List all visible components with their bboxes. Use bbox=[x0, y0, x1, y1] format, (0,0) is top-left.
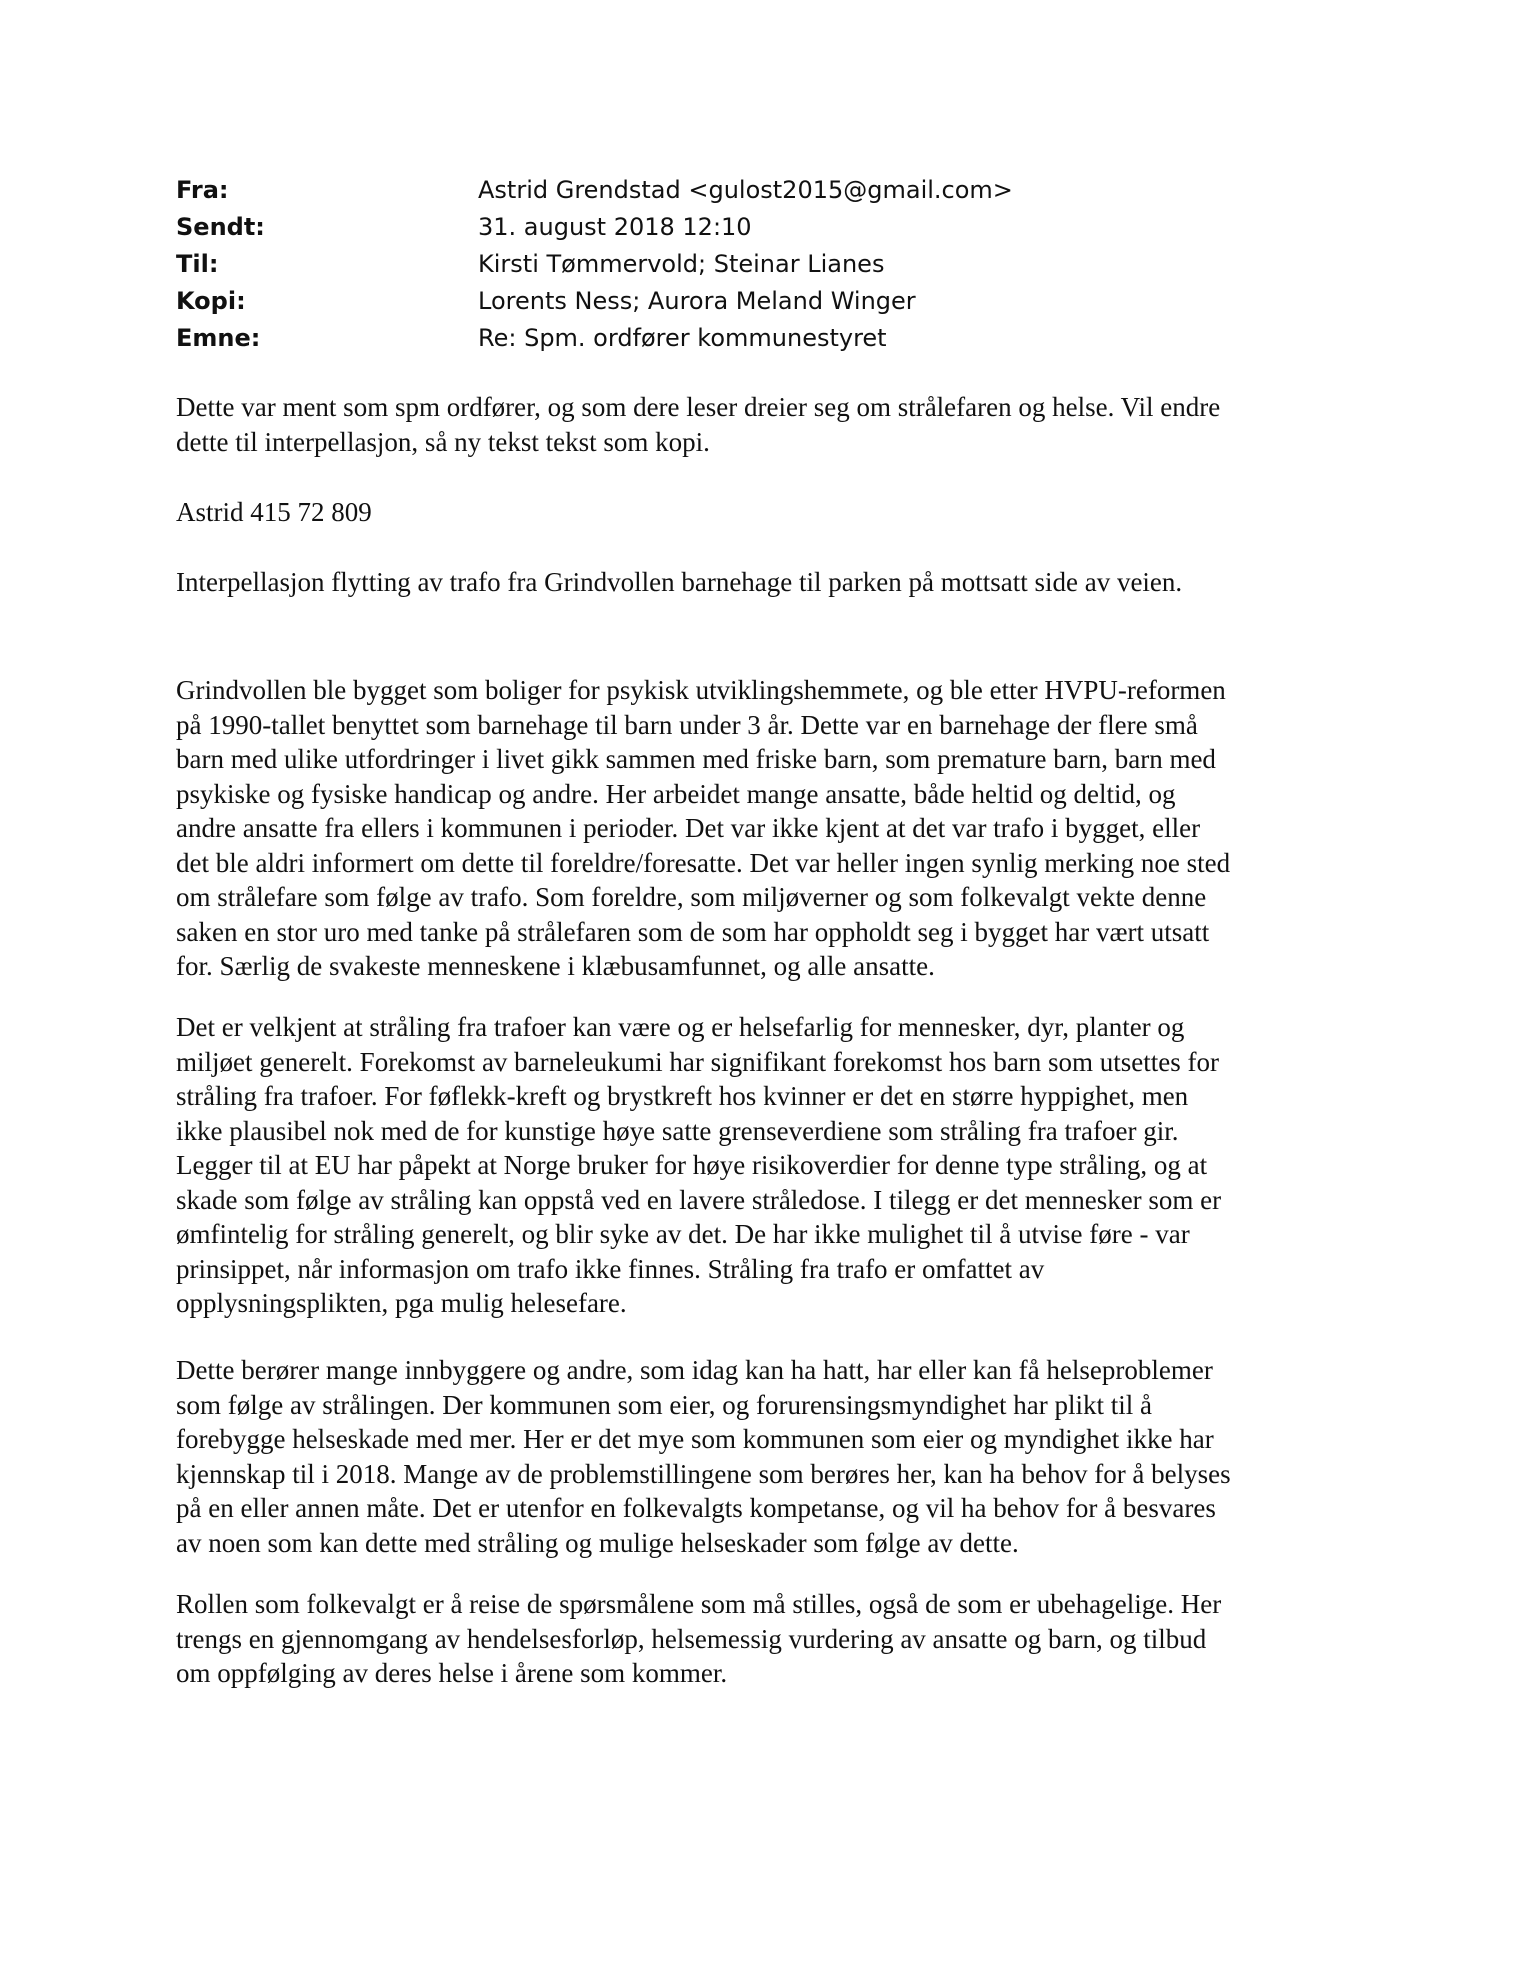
text-line: Det er velkjent at stråling fra trafoer kan være og er helsefarlig for mennesker, dyr, planter og bbox=[176, 1012, 1185, 1042]
to-label: Til: bbox=[176, 250, 219, 278]
text-line: det ble aldri informert om dette til foreldre/foresatte. Det var heller ingen synlig merking noe sted bbox=[176, 847, 1231, 878]
text-line: på 1990-tallet benyttet som barnehage til barn under 3 år. Dette var en barnehage der flere små bbox=[176, 709, 1198, 740]
cc-row bbox=[176, 283, 1376, 320]
paragraph-1 bbox=[176, 673, 1230, 984]
text-line: Dette var ment som spm ordfører, og som dere leser dreier seg om strålefaren og helse. Vil endre bbox=[176, 392, 1221, 422]
cc-value: Lorents Ness; Aurora Meland Winger bbox=[478, 287, 916, 315]
text-line: saken en stor uro med tanke på strålefaren som de som har oppholdt seg i bygget har vært utsatt bbox=[176, 916, 1210, 947]
text-line: dette til interpellasjon, så ny tekst tekst som kopi. bbox=[176, 426, 710, 457]
to-row bbox=[176, 246, 1376, 283]
text-line: kjennskap til i 2018. Mange av de problemstillingene som berøres her, kan ha behov for å belyses bbox=[176, 1458, 1231, 1489]
cc-label: Kopi: bbox=[176, 287, 246, 315]
sent-value: 31. august 2018 12:10 bbox=[478, 213, 752, 241]
paragraph-3 bbox=[176, 1353, 1231, 1560]
text-line: prinsippet, når informasjon om trafo ikke finnes. Stråling fra trafo er omfattet av bbox=[176, 1253, 1045, 1284]
text-line: som følge av strålingen. Der kommunen som eier, og forurensingsmyndighet har plikt til å bbox=[176, 1389, 1152, 1420]
text-line: Grindvollen ble bygget som boliger for psykisk utviklingshemmete, og ble etter HVPU-reformen bbox=[176, 675, 1226, 705]
from-row bbox=[176, 172, 1376, 209]
subject-value: Re: Spm. ordfører kommunestyret bbox=[478, 324, 887, 352]
text-line: om oppfølging av deres helse i årene som kommer. bbox=[176, 1658, 728, 1688]
from-value: Astrid Grendstad <gulost2015@gmail.com> bbox=[478, 176, 1013, 204]
text-line: ikke plausibel nok med de for kunstige høye satte grenseverdiene som stråling fra trafoer gir. bbox=[176, 1115, 1179, 1146]
email-header bbox=[176, 172, 1376, 357]
signature-line: Astrid 415 72 809 bbox=[176, 497, 372, 527]
to-value: Kirsti Tømmervold; Steinar Lianes bbox=[478, 250, 885, 278]
text-line: barn med ulike utfordringer i livet gikk sammen med friske barn, som premature barn, barn med bbox=[176, 744, 1216, 774]
sent-row bbox=[176, 209, 1376, 246]
paragraph-2 bbox=[176, 1010, 1221, 1321]
text-line: andre ansatte fra ellers i kommunen i perioder. Det var ikke kjent at det var trafo i bygget, eller bbox=[176, 813, 1201, 843]
sent-label: Sendt: bbox=[176, 213, 265, 241]
text-line: skade som følge av stråling kan oppstå ved en lavere stråledose. I tilegg er det mennesker som er bbox=[176, 1184, 1222, 1215]
text-line: på en eller annen måte. Det er utenfor en folkevalgts kompetanse, og vil ha behov for å besvares bbox=[176, 1493, 1216, 1523]
paragraph-4 bbox=[176, 1587, 1221, 1691]
text-line: Dette berører mange innbyggere og andre, som idag kan ha hatt, har eller kan få helseproblemer bbox=[176, 1355, 1213, 1385]
subject-label: Emne: bbox=[176, 324, 261, 352]
text-line: opplysningsplikten, pga mulig helesefare. bbox=[176, 1288, 627, 1318]
title-line: Interpellasjon flytting av trafo fra Grindvollen barnehage til parken på mottsatt side av veien. bbox=[176, 567, 1183, 597]
text-line: av noen som kan dette med stråling og mulige helseskader som følge av dette. bbox=[176, 1527, 1019, 1558]
text-line: Legger til at EU har påpekt at Norge bruker for høye risikoverdier for denne type stråling, og at bbox=[176, 1150, 1208, 1180]
text-line: forebygge helseskade med mer. Her er det mye som kommunen som eier og myndighet ikke har bbox=[176, 1424, 1214, 1454]
text-line: Rollen som folkevalgt er å reise de spørsmålene som må stilles, også de som er ubehagelige. Her bbox=[176, 1589, 1222, 1619]
from-label: Fra: bbox=[176, 176, 229, 204]
signature bbox=[176, 495, 372, 530]
interpellation-title bbox=[176, 565, 1182, 600]
intro-paragraph bbox=[176, 390, 1220, 459]
text-line: miljøet generelt. Forekomst av barneleukumi har signifikant forekomst hos barn som utsettes for bbox=[176, 1046, 1220, 1077]
subject-row bbox=[176, 320, 1376, 357]
text-line: ømfintelig for stråling generelt, og blir syke av det. De har ikke mulighet til å utvise føre - var bbox=[176, 1219, 1190, 1249]
text-line: stråling fra trafoer. For føflekk-kreft og brystkreft hos kvinner er det en større hyppighet, men bbox=[176, 1081, 1189, 1111]
text-line: trengs en gjennomgang av hendelsesforløp, helsemessig vurdering av ansatte og barn, og tilbud bbox=[176, 1623, 1207, 1654]
text-line: for. Særlig de svakeste menneskene i klæbusamfunnet, og alle ansatte. bbox=[176, 951, 935, 981]
text-line: psykiske og fysiske handicap og andre. Her arbeidet mange ansatte, både heltid og deltid, og bbox=[176, 778, 1176, 809]
text-line: om strålefare som følge av trafo. Som foreldre, som miljøverner og som folkevalgt vekte denne bbox=[176, 882, 1207, 912]
